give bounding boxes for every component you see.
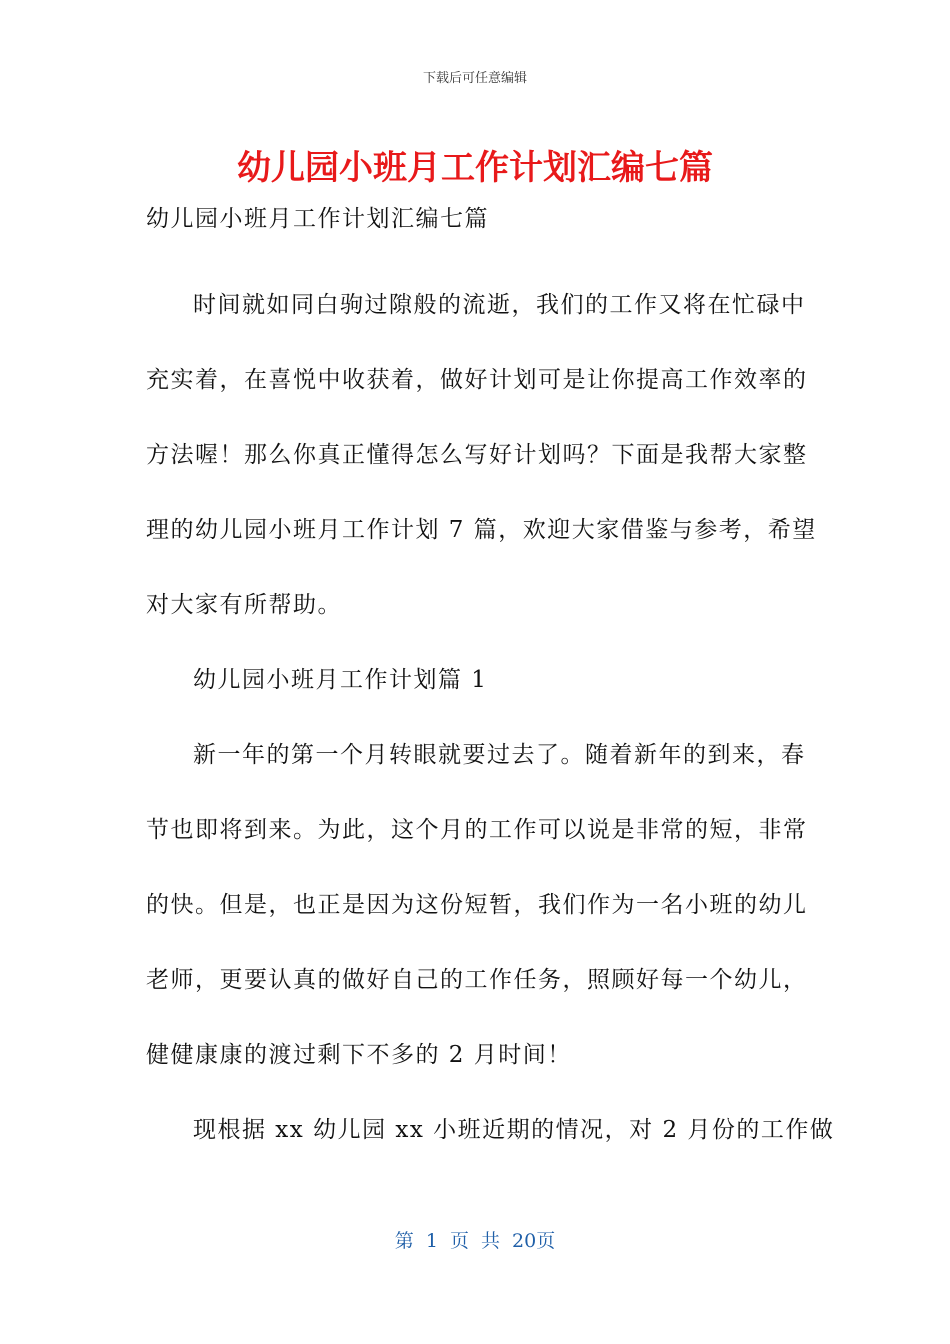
document-subtitle: 幼儿园小班月工作计划汇编七篇 (146, 206, 489, 232)
section-heading-text: 幼儿园小班月工作计划篇 1 (193, 667, 488, 693)
page-footer: 第 1 页 共 20页 (394, 1230, 556, 1252)
paragraph-line: 老师，更要认真的做好自己的工作任务，照顾好每一个幼儿， (146, 967, 808, 993)
header-note: 下载后可任意编辑 (422, 71, 527, 86)
paragraph-line: 节也即将到来。为此，这个月的工作可以说是非常的短，非常 (146, 817, 808, 843)
paragraph (146, 718, 806, 1093)
paragraph-line: 时间就如同白驹过隙般的流逝，我们的工作又将在忙碌中 (193, 292, 806, 318)
paragraph-line: 对大家有所帮助。 (146, 592, 342, 618)
paragraph-line: 充实着，在喜悦中收获着，做好计划可是让你提高工作效率的 (146, 367, 808, 393)
paragraph-line: 方法喔！那么你真正懂得怎么写好计划吗？下面是我帮大家整 (146, 442, 808, 468)
paragraph-line: 新一年的第一个月转眼就要过去了。随着新年的到来，春 (193, 742, 806, 768)
paragraph-line: 理的幼儿园小班月工作计划 7 篇，欢迎大家借鉴与参考，希望 (146, 517, 817, 543)
paragraph-line: 现根据 xx 幼儿园 xx 小班近期的情况，对 2 月份的工作做 (193, 1117, 835, 1143)
section-heading (146, 643, 806, 718)
paragraph (146, 268, 817, 643)
paragraph (146, 1093, 835, 1168)
document-title: 幼儿园小班月工作计划汇编七篇 (237, 148, 713, 188)
document-body (146, 196, 835, 1168)
paragraph-line: 的快。但是，也正是因为这份短暂，我们作为一名小班的幼儿 (146, 892, 808, 918)
paragraph-line: 健健康康的渡过剩下不多的 2 月时间！ (146, 1042, 572, 1068)
